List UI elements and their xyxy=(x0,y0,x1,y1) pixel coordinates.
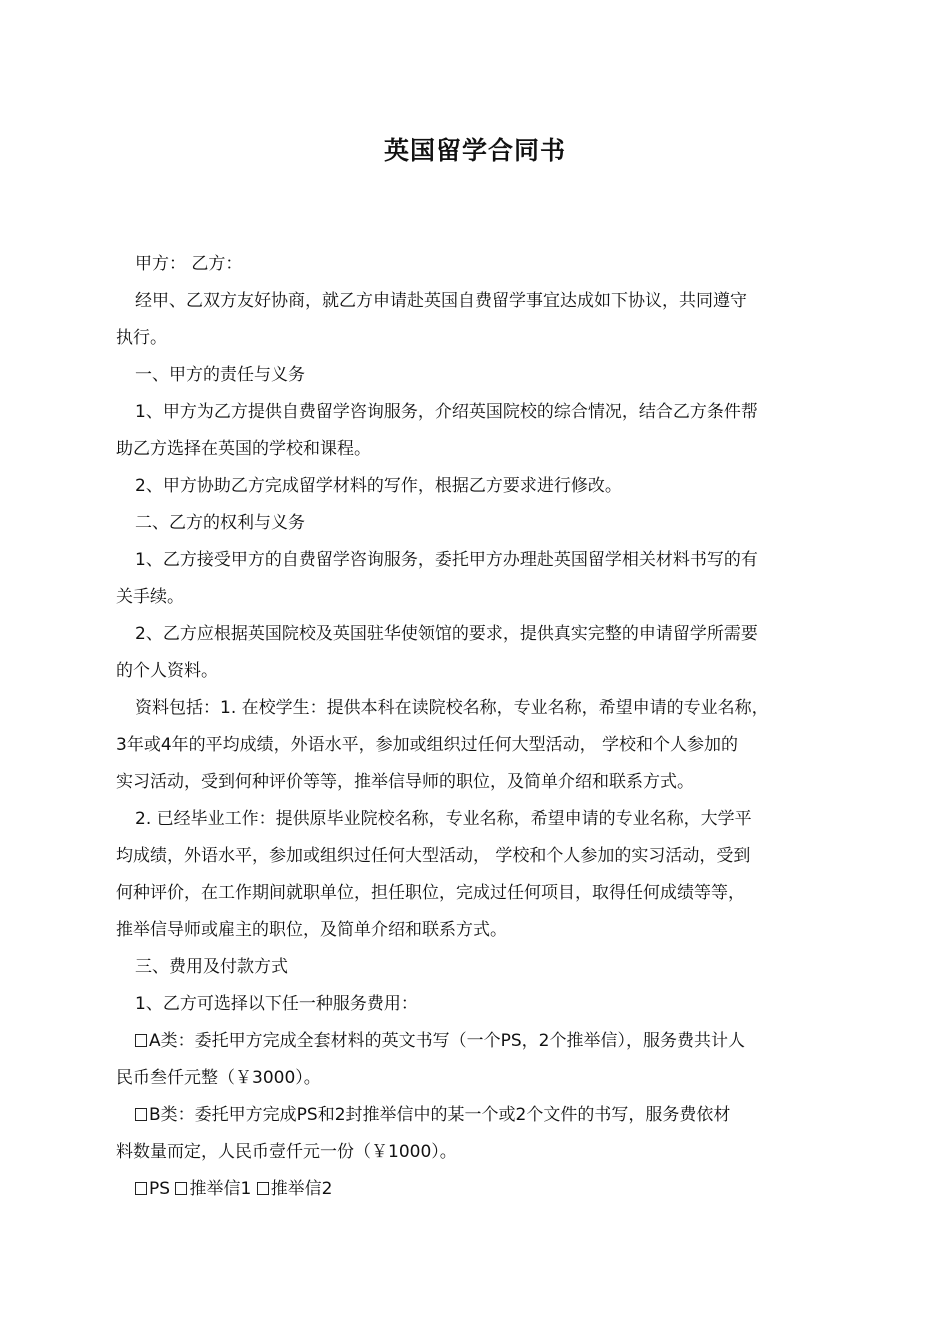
section1-heading: 一、甲方的责任与义务 xyxy=(135,365,305,385)
intro-line-2: 执行。 xyxy=(116,328,167,348)
section1-item1 xyxy=(116,394,840,431)
section1-item1-line-1: 1、甲方为乙方提供自费留学咨询服务，介绍英国院校的综合情况，结合乙方条件帮 xyxy=(135,402,758,422)
materials-graduates-line-3: 何种评价，在工作期间就职单位，担任职位，完成过任何项目，取得任何成绩等等， xyxy=(116,883,745,903)
intro-line-1: 经甲、乙双方友好协商，就乙方申请赴英国自费留学事宜达成如下协议，共同遵守 xyxy=(135,291,747,311)
materials-students xyxy=(116,690,840,727)
section3-item1: 1、乙方可选择以下任一种服务费用： xyxy=(135,994,418,1014)
section3-heading: 三、费用及付款方式 xyxy=(135,957,288,977)
section2-heading: 二、乙方的权利与义务 xyxy=(135,513,305,533)
option-b-checkbox[interactable] xyxy=(135,1108,147,1121)
option-b-line-2: 料数量而定，人民币壹仟元一份（￥1000）。 xyxy=(116,1142,457,1162)
materials-graduates-line-2: 均成绩，外语水平，参加或组织过任何大型活动， 学校和个人参加的实习活动，受到 xyxy=(116,846,751,866)
rec1-label: 推举信1 xyxy=(189,1179,252,1199)
parties-line: 甲方： 乙方： xyxy=(135,254,243,274)
option-a xyxy=(116,1023,840,1060)
rec2-label: 推举信2 xyxy=(270,1179,333,1199)
section1-item1-line-2: 助乙方选择在英国的学校和课程。 xyxy=(116,439,371,459)
option-a-line-2: 民币叁仟元整（￥3000）。 xyxy=(116,1068,321,1088)
document-title: 英国留学合同书 xyxy=(383,136,566,165)
section2-item2 xyxy=(116,616,840,653)
option-b-line-1: B类：委托甲方完成PS和2封推举信中的某一个或2个文件的书写，服务费依材 xyxy=(149,1105,731,1125)
materials-students-line-1: 资料包括：1. 在校学生：提供本科在读院校名称，专业名称，希望申请的专业名称， xyxy=(135,698,769,718)
section2-item1-line-1: 1、乙方接受甲方的自费留学咨询服务，委托甲方办理赴英国留学相关材料书写的有 xyxy=(135,550,758,570)
intro-paragraph xyxy=(116,283,840,320)
document-choices xyxy=(116,1171,840,1208)
ps-checkbox[interactable] xyxy=(135,1182,147,1195)
materials-students-line-3: 实习活动，受到何种评价等等，推举信导师的职位，及简单介绍和联系方式。 xyxy=(116,772,694,792)
rec2-checkbox[interactable] xyxy=(257,1182,269,1195)
section2-item1-line-2: 关手续。 xyxy=(116,587,184,607)
rec1-checkbox[interactable] xyxy=(175,1182,187,1195)
ps-label: PS xyxy=(149,1179,171,1199)
materials-graduates-line-1: 2. 已经毕业工作：提供原毕业院校名称，专业名称，希望申请的专业名称，大学平 xyxy=(135,809,752,829)
materials-graduates-line-4: 推举信导师或雇主的职位，及简单介绍和联系方式。 xyxy=(116,920,507,940)
option-b xyxy=(116,1097,840,1134)
section1-item2: 2、甲方协助乙方完成留学材料的写作，根据乙方要求进行修改。 xyxy=(135,476,622,496)
section2-item2-line-1: 2、乙方应根据英国院校及英国驻华使领馆的要求，提供真实完整的申请留学所需要 xyxy=(135,624,758,644)
materials-students-line-2: 3年或4年的平均成绩，外语水平，参加或组织过任何大型活动， 学校和个人参加的 xyxy=(116,735,739,755)
section2-item2-line-2: 的个人资料。 xyxy=(116,661,218,681)
document-body xyxy=(116,246,840,1208)
section2-item1 xyxy=(116,542,840,579)
option-a-checkbox[interactable] xyxy=(135,1034,147,1047)
materials-graduates xyxy=(116,801,840,838)
option-a-line-1: A类：委托甲方完成全套材料的英文书写（一个PS，2个推举信），服务费共计人 xyxy=(149,1031,745,1051)
